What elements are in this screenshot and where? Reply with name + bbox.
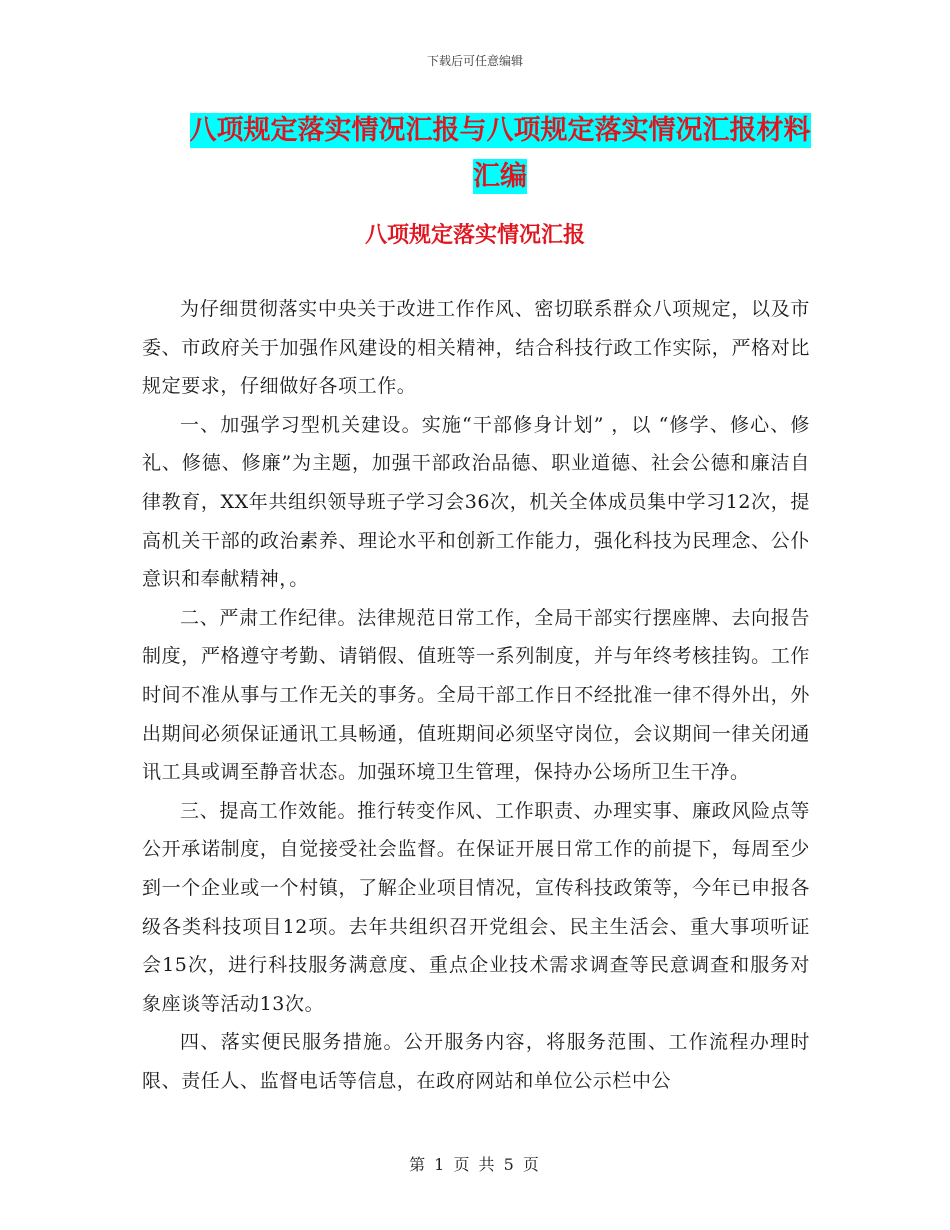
paragraph-4: 四、落实便民服务措施。公开服务内容，将服务范围、工作流程办理时限、责任人、监督电话等信息，在政府网站和单位公示栏中公 (142, 1031, 810, 1092)
paragraph-2: 二、严肃工作纪律。法律规范日常工作，全局干部实行摆座牌、去向报告制度，严格遵守考勤、请销假、值班等一系列制度，并与年终考核挂钩。工作时间不准从事与工作无关的事务。全局干部工作日不经批准一律不得外出，外出期间必须保证通讯工具畅通，值班期间必须坚守岗位，会议期间一律关闭通讯工具或调至静音状态。加强环境卫生管理，保持办公场所卫生干净。 (142, 606, 810, 784)
section-title: 八项规定落实情况汇报 (364, 223, 585, 248)
page-footer: 第 1 页 共 5 页 (409, 1155, 541, 1174)
paragraph-1: 一、加强学习型机关建设。实施“干部修身计划” ，以 “修学、修心、修礼、修德、修廉”为主题，加强干部政治品德、职业道德、社会公德和廉洁自律教育，XX年共组织领导班子学习会36次，机关全体成员集中学习12次，提高机关干部的政治素养、理论水平和创新工作能力，强化科技为民理念、公仆意识和奉献精神，。 (142, 413, 810, 591)
header-note: 下载后可任意编辑 (426, 54, 523, 68)
paragraph-3: 三、提高工作效能。推行转变作风、工作职责、办理实事、廉政风险点等公开承诺制度，自觉接受社会监督。在保证开展日常工作的前提下，每周至少到一个企业或一个村镇，了解企业项目情况，宣传科技政策等，今年已申报各级各类科技项目12项。去年共组织召开党组会、民主生活会、重大事项听证会15次，进行科技服务满意度、重点企业技术需求调查等民意调查和服务对象座谈等活动13次。 (142, 799, 810, 1015)
document-body (142, 290, 810, 1100)
paragraph-intro: 为仔细贯彻落实中央关于改进工作作风、密切联系群众八项规定，以及市委、市政府关于加强作风建设的相关精神，结合科技行政工作实际，严格对比规定要求，仔细做好各项工作。 (142, 298, 810, 398)
document-title (150, 108, 850, 200)
title-line-2: 汇编 (473, 161, 527, 192)
title-line-1: 八项规定落实情况汇报与八项规定落实情况汇报材料 (189, 115, 811, 146)
